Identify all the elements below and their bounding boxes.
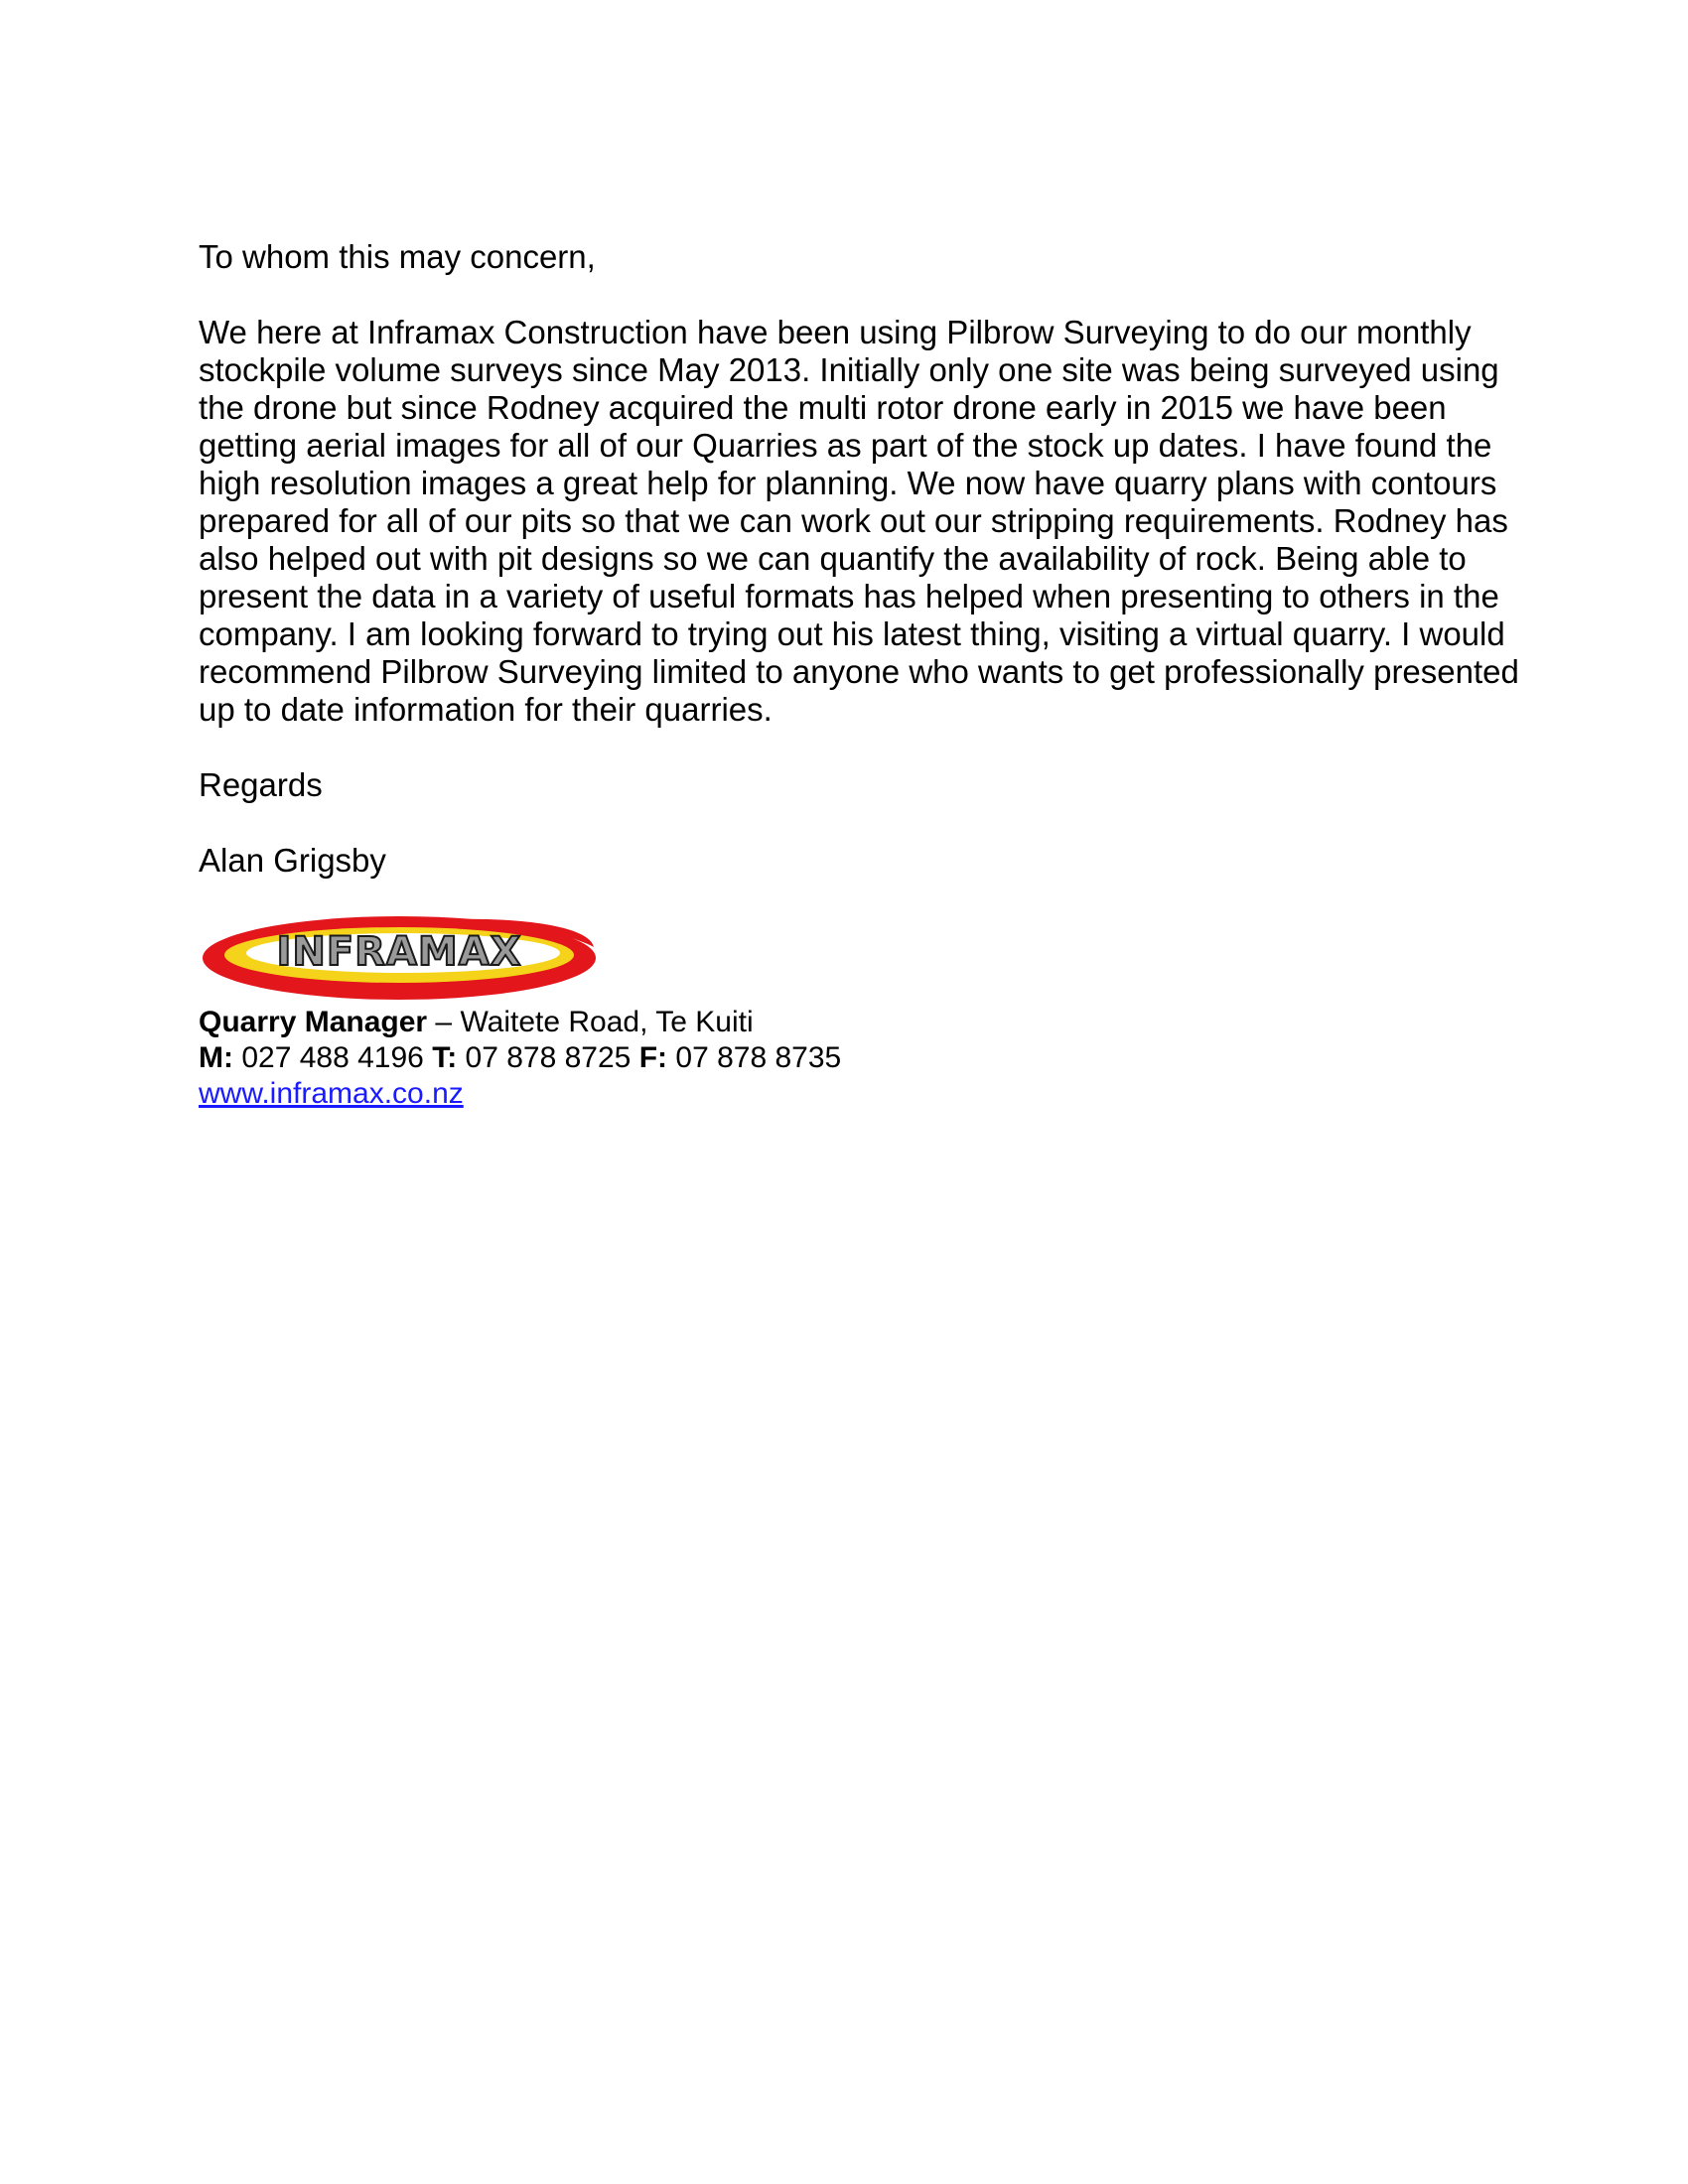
mobile-label: M: (199, 1041, 233, 1074)
letter-body: We here at Inframax Construction have been using Pilbrow Surveying to do our monthly stockpile volume surveys since May 2013. Initially only one site was being surveyed using the drone but since Rodney acquired the multi rotor drone early in 2015 we have been getting aerial images for all of our Quarries as part of the stock up dates. I have found the high resolution images a great help for planning. We now have quarry plans with contours prepared for all of our pits so that we can work out our stripping requirements. Rodney has also helped out with pit designs so we can quantify the availability of rock. Being able to present the data in a variety of useful formats has helped when presenting to others in the company. I am looking forward to trying out his latest thing, visiting a virtual quarry. I would recommend Pilbrow Surveying limited to anyone who wants to get professionally presented up to date information for their quarries. (199, 314, 1519, 728)
phone-number: 07 878 8725 (465, 1041, 632, 1074)
inframax-logo (201, 913, 598, 1003)
letter (199, 238, 1519, 1112)
website-link[interactable]: www.inframax.co.nz (199, 1077, 464, 1110)
signer-name: Alan Grigsby (199, 842, 386, 879)
fax-number: 07 878 8735 (675, 1041, 842, 1074)
signature-contact-line (199, 1040, 1519, 1076)
email-signature (199, 913, 1519, 1112)
signature-website-line (199, 1076, 1519, 1112)
mobile-number: 027 488 4196 (241, 1041, 424, 1074)
phone-label: T: (432, 1041, 458, 1074)
role-separator: – (427, 1006, 461, 1038)
role-label: Quarry Manager (199, 1006, 428, 1038)
fax-label: F: (638, 1041, 668, 1074)
logo-wordmark: INFRAMAX (276, 929, 522, 975)
location: Waitete Road, Te Kuiti (460, 1006, 754, 1038)
signature-role-line (199, 1005, 1519, 1040)
closing: Regards (199, 766, 323, 803)
greeting: To whom this may concern, (199, 238, 596, 275)
